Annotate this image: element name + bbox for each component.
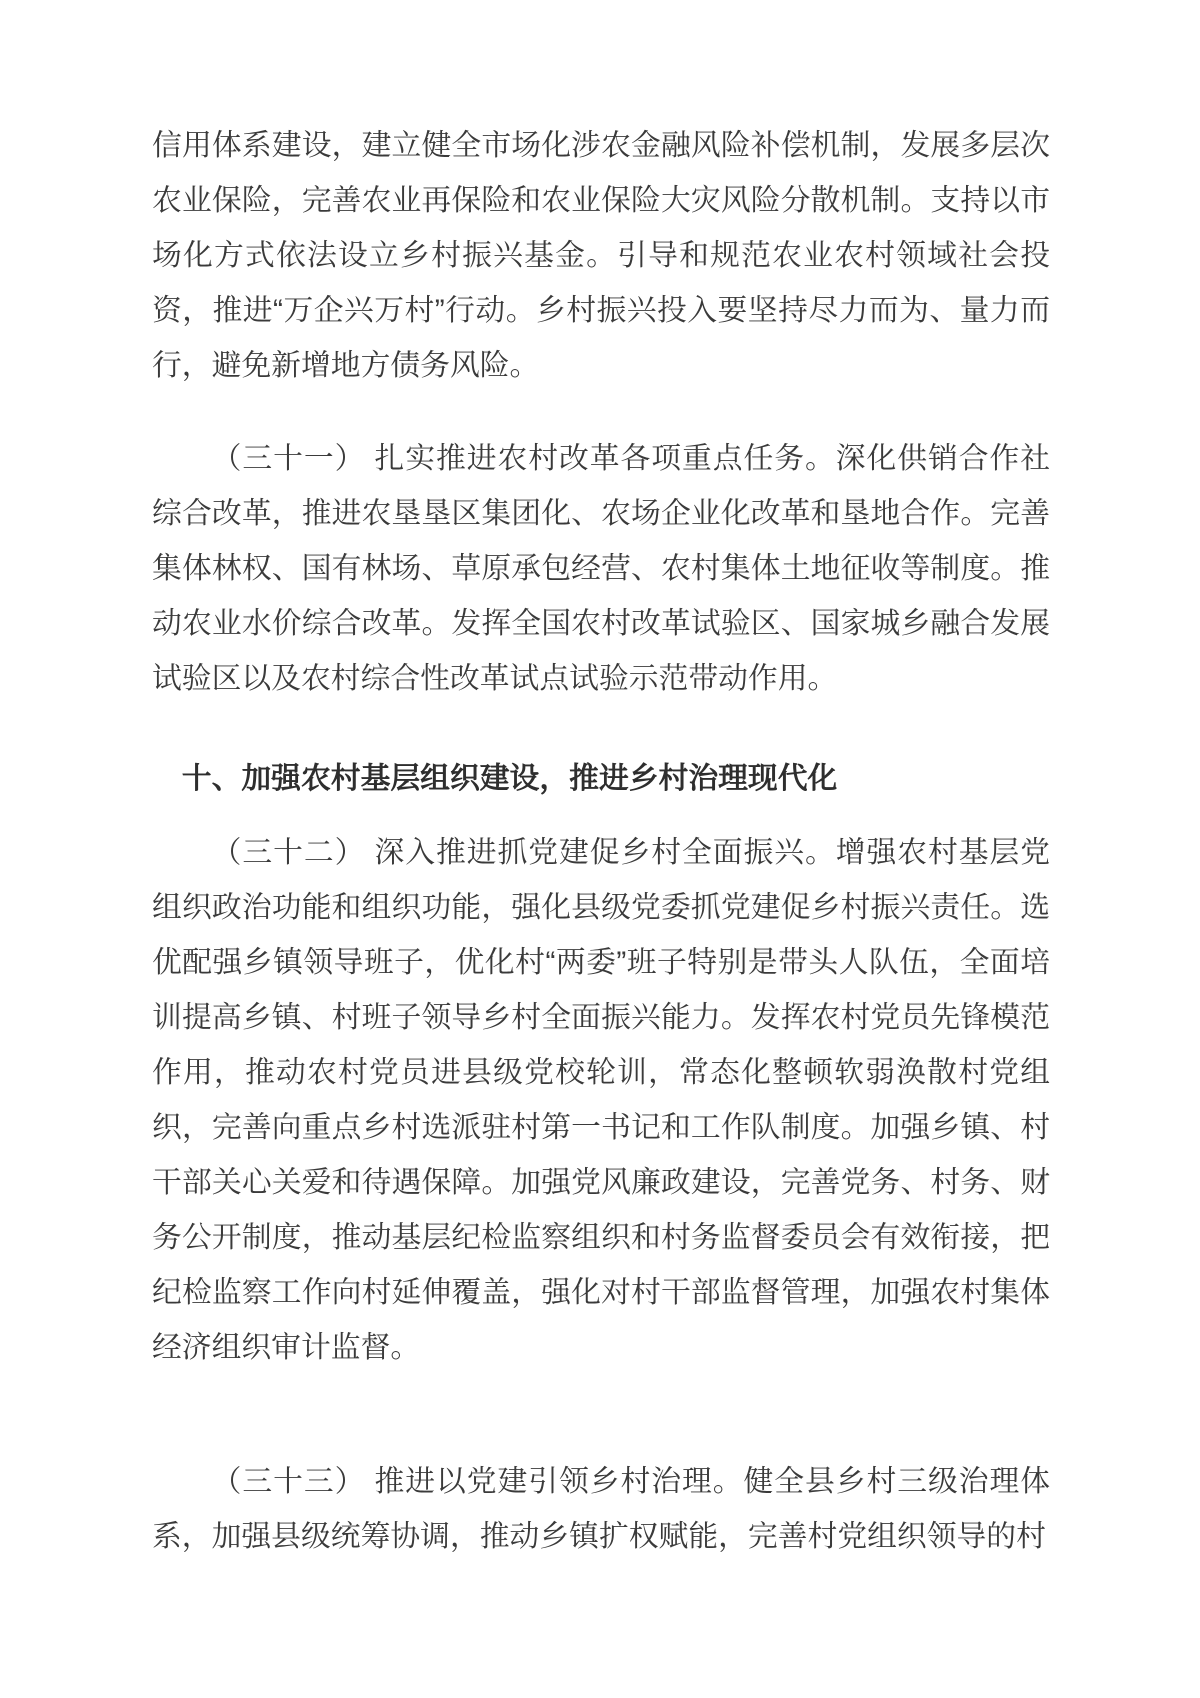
clause-33-paragraph: （三十三） 推进以党建引领乡村治理。健全县乡村三级治理体系，加强县级统筹协调，推动乡镇扩权赋能，完善村党组织领导的村 xyxy=(152,1465,1050,1553)
clause-31-paragraph: （三十一） 扎实推进农村改革各项重点任务。深化供销合作社综合改革，推进农垦垦区集团化、农场企业化改革和垦地合作。完善集体林权、国有林场、草原承包经营、农村集体土地征收等制度。推动农业水价综合改革。发挥全国农村改革试验区、国家城乡融合发展试验区以及农村综合性改革试点试验示范带动作用。 xyxy=(152,442,1050,695)
clause-32-paragraph: （三十二） 深入推进抓党建促乡村全面振兴。增强农村基层党组织政治功能和组织功能，强化县级党委抓党建促乡村振兴责任。选优配强乡镇领导班子，优化村“两委”班子特别是带头人队伍，全面培训提高乡镇、村班子领导乡村全面振兴能力。发挥农村党员先锋模范作用，推动农村党员进县级党校轮训，常态化整顿软弱涣散村党组织，完善向重点乡村选派驻村第一书记和工作队制度。加强乡镇、村干部关心关爱和待遇保障。加强党风廉政建设，完善党务、村务、财务公开制度，推动基层纪检监察组织和村务监督委员会有效衔接，把纪检监察工作向村延伸覆盖，强化对村干部监督管理，加强农村集体经济组织审计监督。 xyxy=(152,836,1050,1364)
section-10-heading: 十、加强农村基层组织建设，推进乡村治理现代化 xyxy=(181,762,838,795)
body-paragraph-continuation: 信用体系建设，建立健全市场化涉农金融风险补偿机制，发展多层次农业保险，完善农业再保险和农业保险大灾风险分散机制。支持以市场化方式依法设立乡村振兴基金。引导和规范农业农村领域社会投资，推进“万企兴万村”行动。乡村振兴投入要坚持尽力而为、量力而行，避免新增地方债务风险。 xyxy=(152,129,1050,382)
